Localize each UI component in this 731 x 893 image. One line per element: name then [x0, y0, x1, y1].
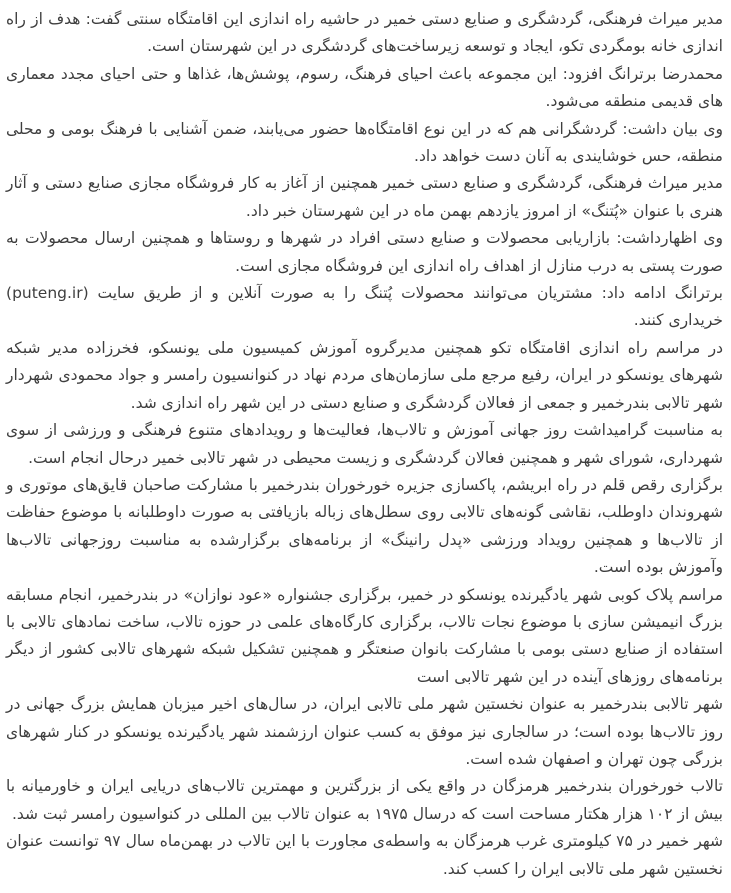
article-paragraph: شهر خمیر در ۷۵ کیلومتری غرب هرمزگان به واسطه‌ی مجاورت با این تالاب در بهمن‌ماه سال ۹۷ توانست عنوان نخستین شهر ملی تالابی ایران را کسب کند. [6, 832, 724, 878]
article-paragraph: وی اظهارداشت: بازاریابی محصولات و صنایع دستی افراد در شهرها و روستاها و همچنین ارسال محصولات به صورت پستی به درب منازل از اهداف راه اندازی این فروشگاه مجازی است. [6, 229, 723, 275]
article-paragraph: مدیر میراث فرهنگی، گردشگری و صنایع دستی خمیر همچنین از آغاز به کار فروشگاه مجازی صنایع دستی و آثار هنری با عنوان «پُتنگ» از امروز یازدهم بهمن ماه در این شهرستان خبر داد. [6, 174, 723, 220]
article-paragraph: مراسم پلاک کوبی شهر یادگیرنده یونسکو در خمیر، برگزاری جشنواره «عود نوازان» در بندرخمیر، انجام مسابقه بزرگ انیمیشن سازی با موضوع نجات تالاب، برگزاری کارگاه‌های علمی در حوزه تالاب، ساخت نمادهای تالابی با استفاده از صنایع دستی بومی با مشارکت بانوان صنعتگر و همچنین تشکیل شبکه شهرهای تالابی کشور از دیگر برنامه‌های روزهای آینده در این شهر تالابی است [6, 585, 723, 686]
article-paragraph: وی بیان داشت: گردشگرانی هم که در این نوع اقامتگاه‌ها حضور می‌یابند، ضمن آشنایی با فرهنگ بومی و محلی منطقه، حس خوشایندی به آنان دست خواهد داد. [6, 119, 723, 166]
article-paragraph: محمدرضا برترانگ افزود: این مجموعه باعث احیای فرهنگ، رسوم، پوشش‌ها، غذاها و حتی احیای مجدد معماری های قدیمی منطقه می‌شود. [6, 64, 723, 111]
article-paragraph: برترانگ ادامه داد: مشتریان می‌توانند محصولات پُتنگ را به صورت آنلاین و از طریق سایت (puteng.ir) خریداری کنند. [6, 284, 723, 330]
article-paragraph: شهر تالابی بندرخمیر به عنوان نخستین شهر ملی تالابی ایران، در سال‌های اخیر میزبان همایش بزرگ جهانی در روز تالاب‌ها بوده است؛ در سالجاری نیز موفق به کسب عنوان ارزشمند شهر یادگیرنده یونسکو در کنار شهرهای بزرگی چون تهران و اصفهان شده است. [6, 695, 723, 768]
article-paragraph: برگزاری رقص قلم در راه ابریشم، پاکسازی جزیره خورخوران بندرخمیر با مشارکت صاحبان قایق‌های موتوری و شهروندان داوطلب، نقاشی گونه‌های تالابی روی سطل‌های زباله بازیافتی به صورت داوطلبانه با موضوع حفاظت از تالاب‌ها و همچنین رویداد ورزشی «پدل رانینگ» از برنامه‌های برگزارشده به مناسبت روزجهانی تالاب‌ها وآموزش بوده است. [6, 475, 723, 577]
article-paragraph: تالاب خورخوران بندرخمیر هرمزگان در واقع یکی از بزرگترین و مهمترین تالاب‌های دریایی ایران و خاورمیانه با بیش از ۱۰۲ هزار هکتار مساحت است که درسال ۱۹۷۵ به عنوان تالاب بین المللی در کنواسیون رامسر ثبت شد. [6, 777, 723, 823]
article-body [6, 6, 723, 883]
article-paragraph: به مناسبت گرامیداشت روز جهانی آموزش و تالاب‌ها، فعالیت‌ها و رویدادهای متنوع فرهنگی و ورزشی از سوی شهرداری، شورای شهر و همچنین فعالان گردشگری و زیست محیطی در شهر تالابی خمیر درحال انجام است. [6, 421, 723, 467]
article-paragraph: مدیر میراث فرهنگی، گردشگری و صنایع دستی خمیر در حاشیه راه اندازی این اقامتگاه سنتی گفت: هدف از راه اندازی خانه بومگردی تکو، ایجاد و توسعه زیرساخت‌های گردشگری در این شهرستان است. [6, 10, 723, 56]
article-paragraph: در مراسم راه اندازی اقامتگاه تکو همچنین مدیرگروه آموزش کمیسیون ملی یونسکو، فخرزاده مدیر شبکه شهرهای یونسکو در ایران، رفیع مرجع ملی سازمان‌های مردم نهاد در کنوانسیون رامسر و جواد محمودی شهردار شهر تالابی بندرخمیر و جمعی از فعالان گردشگری و صنایع دستی در این شهر راه اندازی شد. [6, 338, 723, 412]
